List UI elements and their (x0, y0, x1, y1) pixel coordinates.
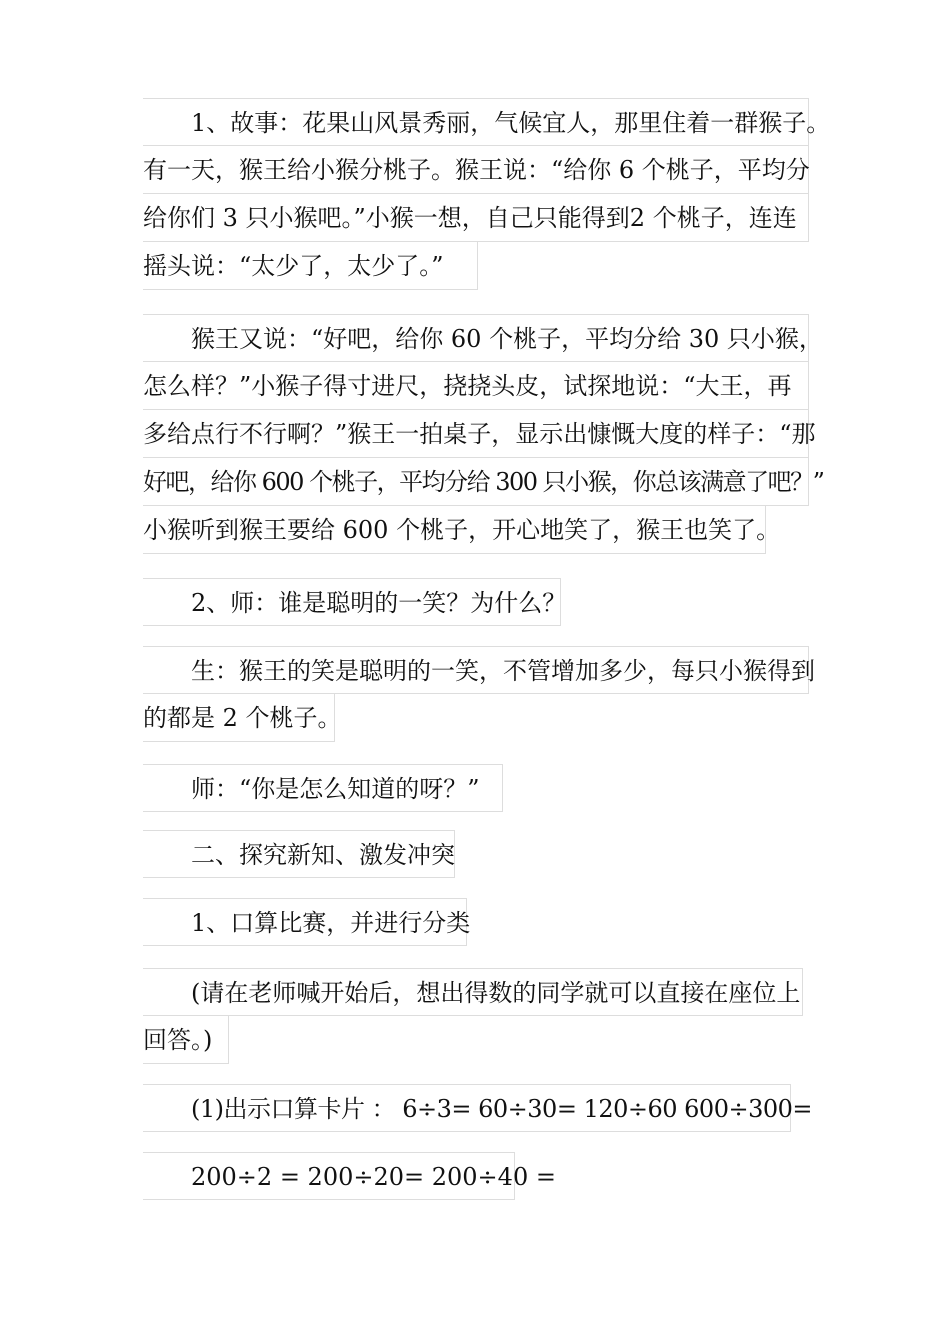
text-line (143, 1152, 556, 1200)
text-line-content: 回答。) (143, 1026, 213, 1054)
text-line-content: 1、口算比赛，并进行分类 (191, 909, 471, 937)
text-line-content: 好吧，给你 600 个桃子，平均分给 300 只小猴，你总该满意了吧？” (143, 468, 824, 496)
text-line-content: 多给点行不行啊？”猴王一拍桌子，显示出慷慨大度的样子：“那 (143, 420, 816, 448)
text-line-content: 的都是 2 个桃子。 (143, 704, 342, 732)
text-line-content: (请在老师喊开始后，想出得数的同学就可以直接在座位上 (191, 979, 801, 1007)
text-line-content: 二、探究新知、激发冲突 (191, 841, 455, 869)
text-line-content: 给你们 3 只小猴吧。”小猴一想，自己只能得到2 个桃子，连连 (143, 204, 797, 232)
text-line (143, 314, 823, 362)
text-line (143, 646, 815, 694)
text-line (143, 458, 824, 506)
text-line (143, 830, 455, 878)
text-line-content: 2、师：谁是聪明的一笑？为什么？ (191, 589, 567, 617)
text-line-content: 猴王又说：“好吧，给你 60 个桃子，平均分给 30 只小猴， (191, 325, 823, 353)
text-line-content: 有一天，猴王给小猴分桃子。猴王说：“给你 6 个桃子，平均分 (143, 156, 810, 184)
text-line (143, 578, 567, 626)
text-line (143, 764, 503, 812)
text-line (143, 1084, 812, 1132)
text-line (143, 694, 342, 742)
text-line (143, 968, 803, 1016)
text-line (143, 506, 781, 554)
text-line-content: 怎么样？”小猴子得寸进尺，挠挠头皮，试探地说：“大王，再 (143, 372, 792, 400)
text-line-content: 小猴听到猴王要给 600 个桃子，开心地笑了，猴王也笑了。 (143, 516, 781, 544)
text-line (143, 410, 816, 458)
text-line-content: 师：“你是怎么知道的呀？” (191, 775, 480, 803)
text-line (143, 98, 831, 146)
text-line (143, 898, 471, 946)
text-line-content: 1、故事：花果山风景秀丽，气候宜人，那里住着一群猴子。 (191, 109, 831, 137)
text-line (143, 242, 478, 290)
text-line (143, 1016, 229, 1064)
text-line (143, 194, 809, 242)
text-line-content: (1)出示口算卡片 ： 6÷3= 60÷30= 120÷60 600÷300= (191, 1095, 812, 1123)
text-line (143, 146, 809, 194)
text-line-content: 摇头说：“太少了，太少了。” (143, 252, 444, 280)
text-line-content: 生：猴王的笑是聪明的一笑，不管增加多少，每只小猴得到 (191, 657, 815, 685)
text-line-content: 200÷2 = 200÷20= 200÷40 = (191, 1163, 556, 1191)
text-line (143, 362, 809, 410)
